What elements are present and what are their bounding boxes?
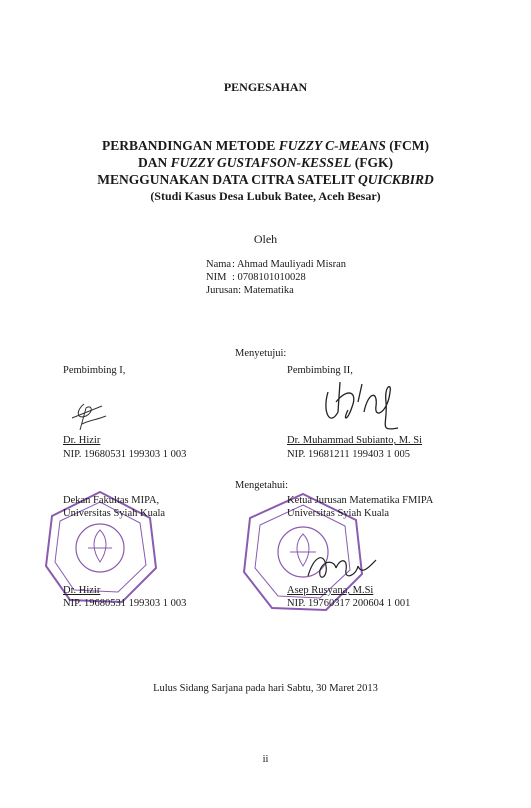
pembimbing1-name: Dr. Hizir (63, 435, 101, 446)
pembimbing2-signature (318, 372, 408, 442)
author-nim: NIM : 0708101010028 (206, 272, 306, 283)
pembimbing1-nip: NIP. 19680531 199303 1 003 (63, 449, 187, 460)
pembimbing1-signature (62, 400, 122, 434)
ketua-nip: NIP. 19760317 200604 1 001 (287, 598, 411, 609)
menyetujui-label: Menyetujui: (235, 348, 287, 359)
page-number: ii (262, 754, 269, 765)
pembimbing2-name: Dr. Muhammad Subianto, M. Si (287, 435, 423, 446)
author-jurusan: Jurusan: Matematika (206, 285, 294, 296)
ketua-name: Asep Rusyana, M.Si (287, 585, 374, 596)
dekan-nip: NIP. 19680531 199303 1 003 (63, 598, 187, 609)
pembimbing1-role: Pembimbing I, (63, 365, 126, 376)
oleh-label: Oleh (253, 232, 278, 246)
dekan-university: Universitas Syiah Kuala (63, 508, 166, 519)
pembimbing2-nip: NIP. 19681211 199403 1 005 (287, 449, 410, 460)
title-line-3: MENGGUNAKAN DATA CITRA SATELIT QUICKBIRD (97, 172, 434, 187)
ketua-role: Ketua Jurusan Matematika FMIPA (287, 495, 434, 506)
dekan-name: Dr. Hizir (63, 585, 101, 596)
ketua-signature (300, 546, 380, 588)
mengetahui-label: Mengetahui: (235, 480, 289, 491)
ketua-university: Universitas Syiah Kuala (287, 508, 390, 519)
page-heading: PENGESAHAN (223, 80, 308, 94)
title-line-4: (Studi Kasus Desa Lubuk Batee, Aceh Besar) (150, 189, 381, 203)
title-line-2: DAN FUZZY GUSTAFSON-KESSEL (FGK) (138, 155, 393, 170)
author-nama: Nama: Ahmad Mauliyadi Misran (206, 259, 347, 270)
title-line-1: PERBANDINGAN METODE FUZZY C-MEANS (FCM) (101, 138, 429, 153)
dekan-role: Dekan Fakultas MIPA, (63, 495, 160, 506)
graduation-statement: Lulus Sidang Sarjana pada hari Sabtu, 30 Maret 2013 (153, 683, 378, 694)
pembimbing2-role: Pembimbing II, (287, 365, 353, 376)
